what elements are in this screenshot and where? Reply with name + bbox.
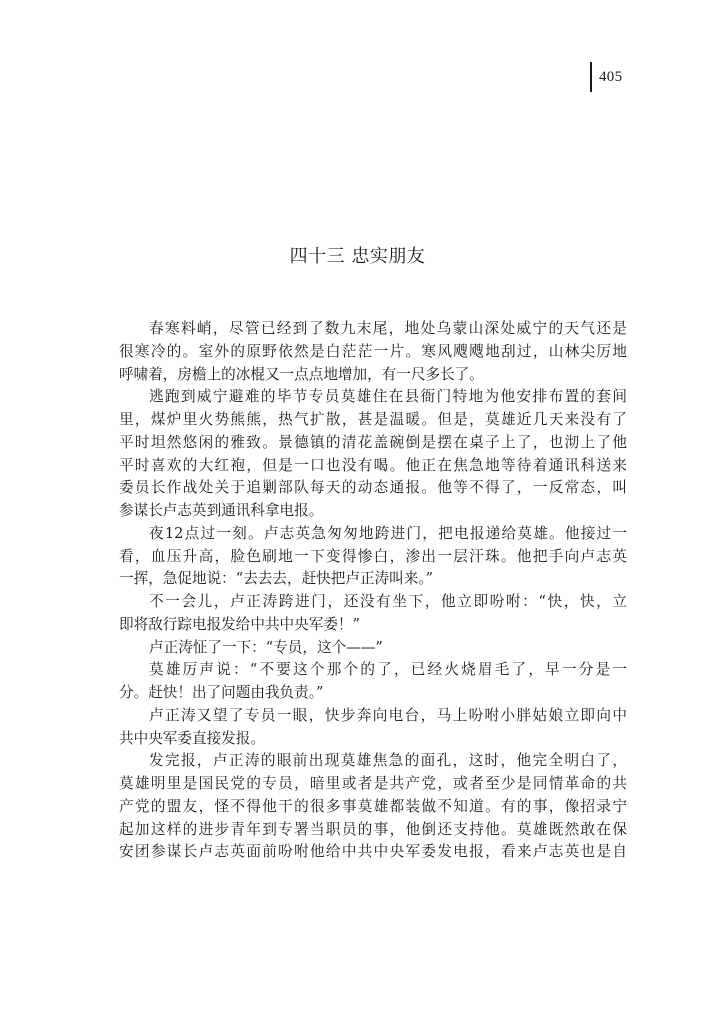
text-line: 即将敌行踪电报发给中共中央军委！”: [119, 615, 360, 633]
text-line: 呼啸着，房檐上的冰棍又一点点地增加，有一尺多长了。: [119, 365, 484, 383]
text-line: 很寒冷的。室外的原野依然是白茫茫一片。寒风飕飕地刮过，山林尖厉地: [119, 342, 627, 360]
text-line: 平时坦然悠闲的雅致。景德镇的清花盖碗倒是摆在桌子上了，也沏上了他: [119, 433, 627, 451]
text-line: 春寒料峭，尽管已经到了数九末尾，地处乌蒙山深处威宁的天气还是: [149, 320, 627, 337]
text-line: 平时喜欢的大红袍，但是一口也没有喝。他正在焦急地等待着通讯科送来: [119, 456, 627, 474]
text-line: 共中央军委直接发报。: [119, 729, 265, 747]
text-line: 逃跑到威宁避难的毕节专员莫雄住在县衙门特地为他安排布置的套间: [149, 388, 627, 406]
body-text: [119, 318, 627, 864]
text-line: 发完报，卢正涛的眼前出现莫雄焦急的面孔，这时，他完全明白了，: [149, 752, 627, 770]
text-line: 委员长作战处关于追剿部队每天的动态通报。他等不得了，一反常态，叫: [119, 479, 627, 497]
text-line: 卢正涛又望了专员一眼，快步奔向电台，马上吩咐小胖姑娘立即向中: [149, 706, 627, 724]
text-line: 莫雄明里是国民党的专员，暗里或者是共产党，或者至少是同情革命的共: [119, 775, 627, 792]
text-line: 里，煤炉里火势熊熊，热气扩散，甚是温暖。但是，莫雄近几天来没有了: [119, 411, 627, 428]
chapter-title: 四十三 忠实朋友: [289, 246, 426, 267]
text-line: 安团参谋长卢志英面前吩咐他给中共中央军委发电报，看来卢志英也是自: [119, 843, 627, 861]
text-line: 不一会儿，卢正涛跨进门，还没有坐下，他立即吩咐：“快，快，立: [149, 593, 627, 610]
page-number: 405: [599, 69, 623, 85]
text-line: 夜12点过一刻。卢志英急匆匆地跨进门，把电报递给莫雄。他接过一: [149, 524, 627, 542]
header-rule: [590, 62, 592, 92]
text-line: 卢正涛怔了一下：“专员，这个——”: [149, 638, 383, 656]
text-line: 参谋长卢志英到通讯科拿电报。: [119, 502, 324, 519]
text-line: 产党的盟友，怪不得他干的很多事莫雄都装做不知道。有的事，像招录宁: [119, 797, 627, 815]
text-line: 分。赶快！出了问题由我负责。”: [119, 684, 324, 701]
text-line: 起加这样的进步青年到专署当职员的事，他倒还支持他。莫雄既然敢在保: [119, 820, 627, 838]
text-line: 看，血压升高，脸色刷地一下变得惨白，渗出一层汗珠。他把手向卢志英: [119, 547, 627, 565]
text-line: 一挥，急促地说：“去去去，赶快把卢正涛叫来。”: [119, 570, 434, 588]
text-line: 莫雄厉声说：“不要这个那个的了，已经火烧眉毛了，早一分是一: [149, 661, 627, 679]
